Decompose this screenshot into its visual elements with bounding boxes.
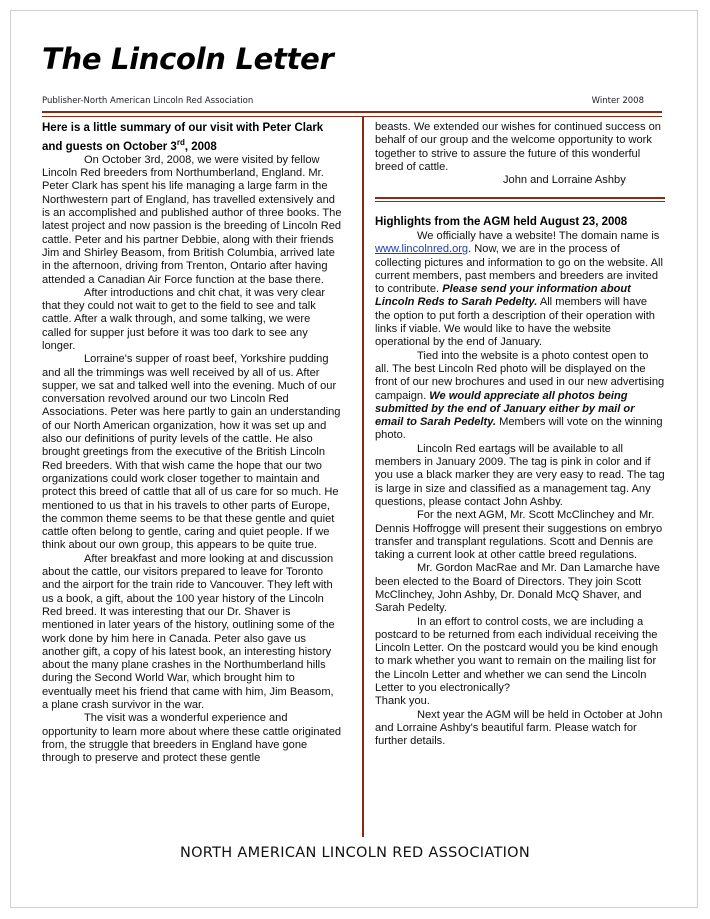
agm-emphasis: We would appreciate all photos being submitted by the end of January either by mail or email to Sarah Pedelty. (375, 389, 635, 429)
article-paragraph: On October 3rd, 2008, we were visited by fellow Lincoln Red breeders from Northumberland, England. Mr. Peter Clark has spent his life managing a large farm in the Northwestern part of England, has travelled extensively and is an accomplished and published author of three books. The latest project and now passion is the breeding of Lincoln Red cattle. Peter and his partner Debbie, along with their friends Jim and Shirley Beasom, from British Columbia, arrived late in the afternoon, driving from Trenton, Ontario after having attended a Canadian Air Force function at the base there. (42, 153, 342, 286)
agm-text: . Now, we are in the process of collecting pictures and information to go on the website. All current members, past members and breeders are invited to contribute. (375, 243, 663, 296)
right-column (375, 121, 665, 749)
heading-superscript: rd (176, 137, 185, 147)
agm-paragraph-website (375, 230, 665, 350)
agm-emphasis: Please send your information about Lincoln Reds to Sarah Pedelty. (375, 283, 631, 309)
agm-paragraph: For the next AGM, Mr. Scott McClinchey and Mr. Dennis Hoffrogge will present their suggestions on embryo transfer and transplant regulations. Scott and Dennis are taking a current look at other cattle breed regulations. (375, 509, 663, 562)
article-paragraph: The visit was a wonderful experience and opportunity to learn more about where these cattle originated from, the struggle that breeders in England have gone through to preserve and protect these gentle (42, 712, 342, 765)
article-continuation: beasts. We extended our wishes for continued success on behalf of our group and the welcome opportunity to work together to strive to assure the future of this wonderful breed of cattle. (375, 121, 661, 173)
agm-text: Tied into the website is a photo contest open to all. The best Lincoln Red photo will be displayed on the front of our new brochures and used in our new advertising campaign. (375, 349, 665, 402)
article-paragraph: After breakfast and more looking at and discussion about the cattle, our visitors prepared to leave for Toronto and the airport for the train ride to Vancouver. They left with us a book, a gift, about the 100 year history of the Lincoln Red breed. It was interesting that our Dr. Shaver is mentioned in later years of the history, outlining some of the work done by him here in Canada. Peter also gave us another gift, a copy of his latest book, an interesting history about the many plane crashes in the Northumberland hills during the Second World War, which brought him to eventually meet his friend that came with him, Jim Beasom, a plane crash survivor in the war. (42, 552, 335, 711)
agm-paragraph: Lincoln Red eartags will be available to all members in January 2009. The tag is pink in color and if you use a black marker they are very easy to read. The tag is large in size and classified as a management tag. Any questions, please contact John Ashby. (375, 442, 665, 508)
agm-paragraph-photo (375, 350, 665, 443)
agm-text: Members will vote on the winning photo. (375, 416, 663, 442)
newsletter-title: The Lincoln Letter (42, 42, 334, 76)
issue-date: Winter 2008 (591, 96, 644, 106)
article-paragraph: Lorraine's supper of roast beef, Yorkshire pudding and all the trimmings was well received by all of us. After supper, we sat and talked well into the evening. Much of our conversation revolved around our two Lincoln Red Associations. Peter was here partly to gain an understanding of our North American organization, how it was set up and also our definitions of purity levels of the cattle. He also brought greetings from the executive of the British Lincoln Red breeders. With that wish came the hope that our two organizations could work closer together to maintain and protect this breed of cattle that all of us care for so much. He mentioned to us that in his travels to other parts of Europe, the common theme seems to be that these gentle and quiet cattle often belong to gentle, caring and quiet people. If we think about our own group, this appears to be quite true. (42, 353, 341, 552)
agm-text: All members will have the option to put forth a description of their operation with links if viable. We would like to have the website operational by the end of January. (375, 296, 655, 349)
heading-text-end: , 2008 (184, 140, 217, 153)
website-link[interactable]: www.lincolnred.org (375, 243, 469, 256)
agm-text: We officially have a website! The domain name is (417, 229, 660, 242)
left-column (42, 122, 342, 765)
section-rule (375, 197, 665, 199)
footer-association: NORTH AMERICAN LINCOLN RED ASSOCIATION (179, 845, 531, 861)
article-paragraph: After introductions and chit chat, it was very clear that they could not wait to get to the field to see and talk cattle. After a walk through, and some talking, we were called for supper just before it was too dark to see any longer. (42, 286, 326, 352)
header-rule (42, 111, 662, 113)
agm-paragraph: Mr. Gordon MacRae and Mr. Dan Lamarche have been elected to the Board of Directors. They join Scott McClinchey, John Ashby, Dr. Donald McQ Shaver, and Sarah Pedelty. (375, 562, 660, 615)
agm-heading: Highlights from the AGM held August 23, 2008 (375, 216, 628, 229)
article-heading (42, 122, 342, 154)
article-signature: John and Lorraine Ashby (503, 174, 626, 187)
agm-thanks: Thank you. (375, 695, 430, 708)
header-rule-thin (42, 116, 662, 117)
agm-closing: Next year the AGM will be held in October at John and Lorraine Ashby's beautiful farm. Please watch for further details. (375, 708, 663, 748)
column-divider (362, 117, 364, 837)
section-rule-thin (375, 201, 665, 202)
publisher-line: Publisher-North American Lincoln Red Association (42, 96, 254, 106)
agm-paragraph: In an effort to control costs, we are including a postcard to be returned from each individual receiving the Lincoln Letter. On the postcard would you be kind enough to mark whether you want to remain on the mailing list for the Lincoln Letter and whether we can send the Lincoln Letter to you electronically? (375, 615, 659, 695)
heading-text: Here is a little summary of our visit with Peter Clark and guests on October 3 (42, 122, 324, 153)
